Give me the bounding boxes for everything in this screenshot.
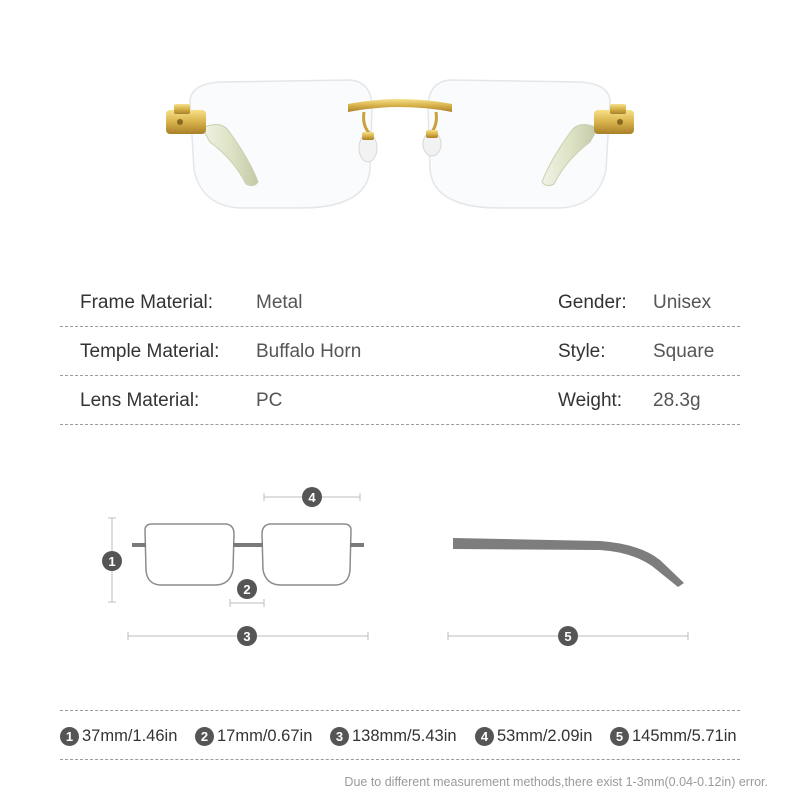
spec-label: Style: [558,341,606,362]
spec-label: Gender: [558,292,627,313]
divider [60,375,740,376]
measurement-3 [330,724,457,748]
spec-value: 28.3g [653,390,701,411]
marker-4 [302,487,322,507]
marker-3 [237,626,257,646]
front-view-outline [145,524,351,585]
divider [60,326,740,327]
divider [60,710,740,711]
measurement-text: 53mm/2.09in [497,726,593,745]
spec-value: Buffalo Horn [256,341,362,362]
spec-row-lens [60,389,740,438]
measurement-2 [195,724,312,748]
left-end-piece [132,543,146,547]
marker-2 [237,579,257,599]
marker-5 [558,626,578,646]
dimension-diagram [0,480,800,660]
measurement-1 [60,724,177,748]
marker-badge: 1 [60,727,79,746]
measurement-text: 17mm/0.67in [217,726,313,745]
disclaimer-text: Due to different measurement methods,there exist 1-3mm(0.04-0.12in) error. [344,775,768,789]
marker-badge: 4 [475,727,494,746]
divider [60,759,740,760]
measurement-4 [475,724,592,748]
spec-row-temple [60,340,740,389]
spec-value: Metal [256,292,303,313]
svg-text:3: 3 [243,629,251,644]
right-end-piece [350,543,364,547]
spec-label: Frame Material: [80,292,214,313]
measurement-5 [610,724,737,748]
spec-value: Square [653,341,715,362]
measurement-text: 138mm/5.43in [352,726,457,745]
marker-badge: 2 [195,727,214,746]
spec-label: Temple Material: [80,341,220,362]
marker-badge: 5 [610,727,629,746]
svg-text:1: 1 [108,554,116,569]
side-view-temple [453,538,684,587]
marker-badge: 3 [330,727,349,746]
svg-text:4: 4 [308,490,316,505]
divider [60,424,740,425]
spec-label: Weight: [558,390,623,411]
product-photo [150,70,650,220]
measurement-text: 37mm/1.46in [82,726,178,745]
svg-text:5: 5 [564,629,572,644]
measurement-text: 145mm/5.71in [632,726,737,745]
marker-1 [102,551,122,571]
front-bridge [233,543,263,547]
svg-text:2: 2 [243,582,251,597]
spec-value: PC [256,390,283,411]
spec-label: Lens Material: [80,390,200,411]
spec-value: Unisex [653,292,712,313]
spec-row-frame [60,291,740,340]
